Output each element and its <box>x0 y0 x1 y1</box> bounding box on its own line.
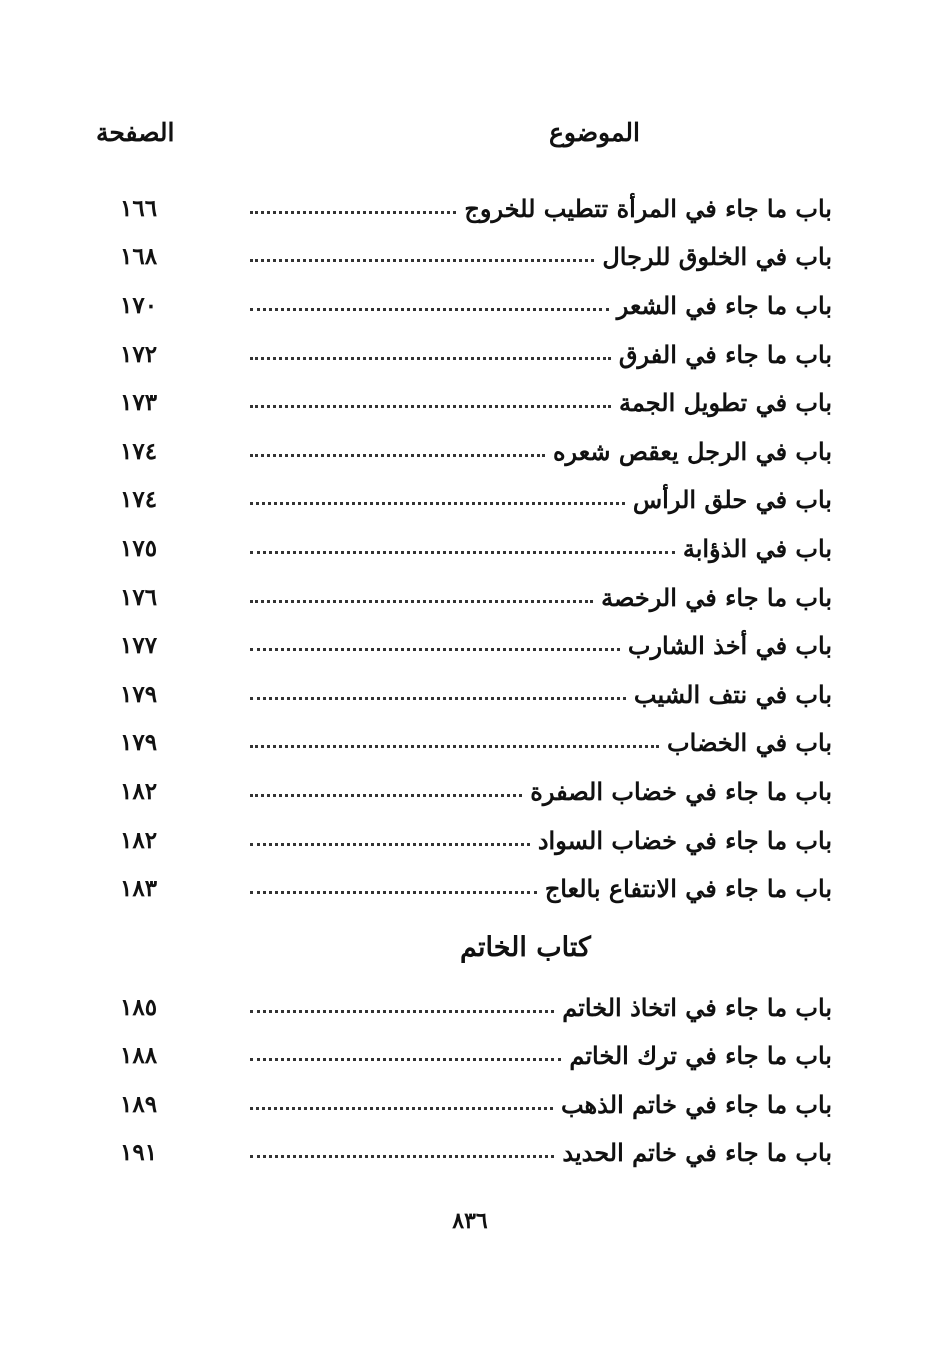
toc-entry-title: باب ما جاء في خاتم الحديد <box>562 1138 832 1168</box>
dot-leader <box>250 308 609 311</box>
dot-leader <box>250 600 593 603</box>
toc-entry-page: ١٦٨ <box>120 243 158 271</box>
toc-entry <box>120 330 832 379</box>
toc-entry-page: ١٧٤ <box>120 437 158 465</box>
toc-entry <box>120 864 832 913</box>
toc-entry-page: ١٨٥ <box>120 993 158 1021</box>
toc-entry <box>120 427 832 476</box>
toc-entry-title: باب في الذؤابة <box>682 533 832 563</box>
toc-entry-page: ١٧٩ <box>120 729 158 757</box>
toc-entry-page: ١٧٤ <box>120 486 158 514</box>
toc-entry-title: باب ما جاء في المرأة تتطيب للخروج <box>464 193 832 223</box>
toc-entry-page: ١٩١ <box>120 1139 158 1167</box>
dot-leader <box>250 1155 554 1158</box>
dot-leader <box>250 648 620 651</box>
dot-leader <box>250 794 522 797</box>
toc-entry-title: باب ما جاء في الرخصة <box>601 582 832 612</box>
toc-entry <box>120 816 832 865</box>
toc-entry-page: ١٨٨ <box>120 1042 158 1070</box>
toc-entry <box>120 184 832 233</box>
toc-entry-title: باب في حلق الرأس <box>632 485 832 515</box>
toc-entry-page: ١٨٢ <box>120 777 158 805</box>
dot-leader <box>250 745 659 748</box>
toc-entry-title: باب ما جاء في خاتم الذهب <box>560 1089 832 1119</box>
toc-entry-title: باب في أخذ الشارب <box>627 631 832 661</box>
toc-entry-page: ١٧٣ <box>120 389 158 417</box>
dot-leader <box>250 697 626 700</box>
toc-entry-page: ١٧٠ <box>120 291 158 319</box>
toc-entry <box>120 378 832 427</box>
toc-entry <box>120 719 832 768</box>
dot-leader <box>250 454 545 457</box>
dot-leader <box>250 211 456 214</box>
section-title: كتاب الخاتم <box>460 932 591 964</box>
toc-entry-page: ١٨٢ <box>120 826 158 854</box>
toc-entry <box>120 767 832 816</box>
dot-leader <box>250 357 611 360</box>
dot-leader <box>250 259 594 262</box>
toc-entry-title: باب في الخضاب <box>667 728 832 758</box>
toc-entry <box>120 281 832 330</box>
toc-entry-page: ١٧٩ <box>120 680 158 708</box>
toc-entry-title: باب في الخلوق للرجال <box>602 242 832 272</box>
toc-entry-page: ١٨٩ <box>120 1090 158 1118</box>
toc-header <box>96 118 740 158</box>
dot-leader <box>250 405 611 408</box>
toc-entry-title: باب ما جاء في خضاب السواد <box>537 825 832 855</box>
toc-entry <box>120 573 832 622</box>
toc-entry-page: ١٧٥ <box>120 534 158 562</box>
toc-entry-title: باب ما جاء في اتخاذ الخاتم <box>562 992 832 1022</box>
dot-leader <box>250 1058 561 1061</box>
dot-leader <box>250 1107 553 1110</box>
toc-entry <box>120 670 832 719</box>
page-column-heading: الصفحة <box>96 118 175 147</box>
dot-leader <box>250 1010 554 1013</box>
toc-entry <box>120 233 832 282</box>
dot-leader <box>250 891 537 894</box>
toc-entry-page: ١٨٣ <box>120 875 158 903</box>
toc-entry-page: ١٧٦ <box>120 583 158 611</box>
toc-entry-page: ١٧٧ <box>120 632 158 660</box>
toc-entry <box>120 1129 832 1178</box>
toc-entry-page: ١٦٦ <box>120 194 158 222</box>
toc-entry-title: باب ما جاء في الشعر <box>616 290 832 320</box>
dot-leader <box>250 843 530 846</box>
toc-entry-title: باب في الرجل يعقص شعره <box>552 436 832 466</box>
toc-entry-page: ١٧٢ <box>120 340 158 368</box>
toc-entry <box>120 621 832 670</box>
dot-leader <box>250 502 625 505</box>
toc-entry <box>120 476 832 525</box>
toc-entry <box>120 983 832 1032</box>
toc-entry-title: باب ما جاء في ترك الخاتم <box>569 1041 832 1071</box>
toc-entry <box>120 1032 832 1081</box>
toc-entry-title: باب ما جاء في الانتفاع بالعاج <box>544 874 832 904</box>
toc-entry-title: باب ما جاء في الفرق <box>618 339 832 369</box>
topic-column-heading: الموضوع <box>549 118 640 147</box>
toc-entry-title: باب في نتف الشيب <box>633 679 832 709</box>
toc-entry-title: باب ما جاء في خضاب الصفرة <box>530 776 832 806</box>
dot-leader <box>250 551 675 554</box>
toc-entry <box>120 524 832 573</box>
toc-entry-title: باب في تطويل الجمة <box>619 388 832 418</box>
page-footer <box>0 1208 940 1234</box>
toc-entry <box>120 1080 832 1129</box>
page-number: ٨٣٦ <box>452 1208 488 1234</box>
section-heading <box>120 913 832 983</box>
table-of-contents <box>120 184 832 1177</box>
